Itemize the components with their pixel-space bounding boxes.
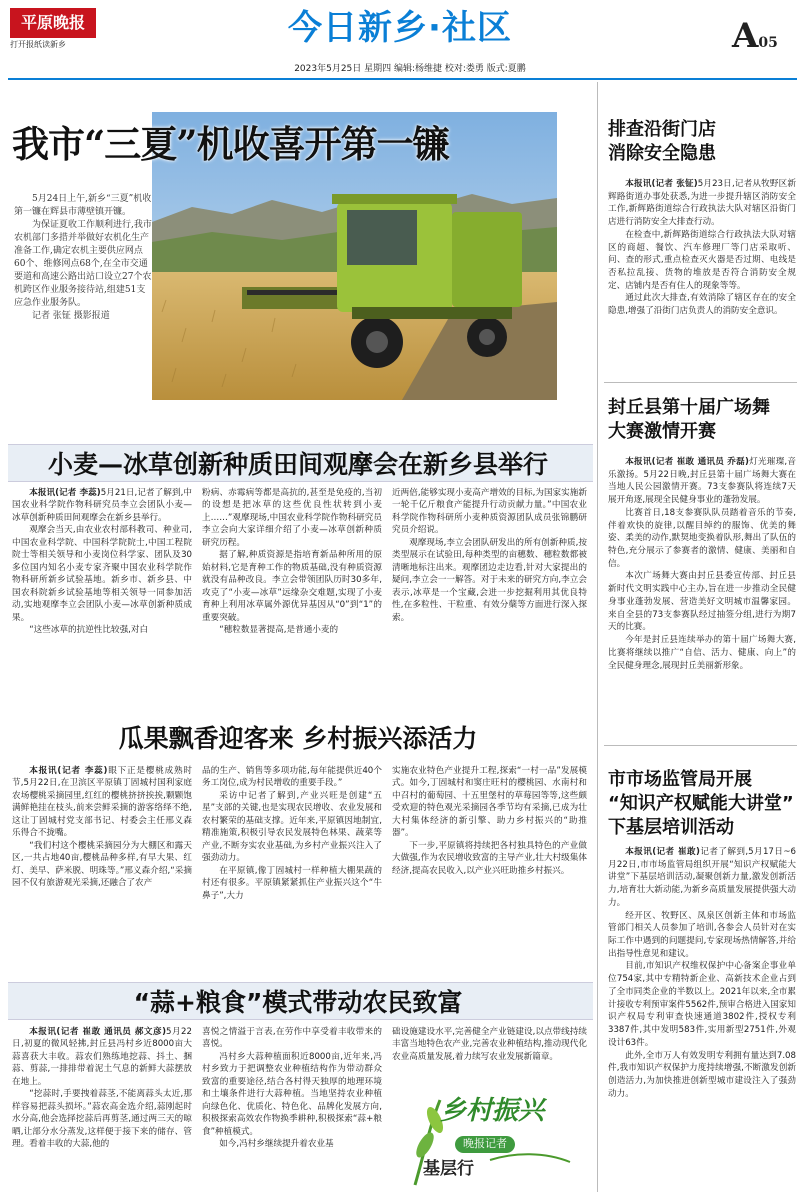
lede-paragraph: 为保证夏收工作顺利进行,我市农机部门多措并举做好农机化生产准备工作,确定农机主要供应网点60个、维修网点68个,在全市交通要道和高速公路出站口设立27个农机跨区作业服务接待站,组建51支应急作业服务队。 <box>14 220 152 309</box>
para-text: 灯光璀璨,音乐激扬。5月22日晚,封丘县第十届广场舞大赛在当地人民公园激情开赛。73支参赛队将连续7天展开角逐,展现全民健身事业的蓬勃发展。 <box>608 457 796 506</box>
byline: 本报讯(记者 崔敢 通讯员 郝文彦) <box>29 1027 167 1037</box>
story3-para <box>12 765 192 840</box>
story2-para: 近两倍,能够实现小麦高产增效的目标,为国家实施新一轮千亿斤粮食产能提升行动贡献力量。”中国农业科学院作物科研所小麦种质资源团队成员张锦鹏研究员介绍说。 <box>392 488 587 536</box>
story4-para: 喜悦之情溢于言表,在劳作中享受着丰收带来的喜悦。 <box>202 1027 382 1050</box>
sidebar-para: 在检查中,新辉路街道综合行政执法大队对辖区的商超、餐饮、汽车修理厂等门店采取听、问、查的形式,重点检查灭火器是否过期、电线是否私拉乱接、货物的堆放是否符合消防安全规定、店铺内是否有住人的现象等等。 <box>608 229 796 291</box>
story2-para <box>12 487 192 524</box>
byline: 本报讯(记者 崔敢) <box>625 847 700 857</box>
badge-subtitle: 晚报记者 <box>455 1136 515 1153</box>
sidebar-para: 今年是封丘县连续举办的第十届广场舞大赛,比赛将继续以推广“自信、活力、健康、向上”的全民健身理念,展现封丘美丽新形象。 <box>608 635 796 671</box>
page-letter: A <box>732 16 759 56</box>
story2-para: 观摩现场,李立会团队研发出的所有创新种质,按类型展示在试验田,每种类型的亩穗数、穗粒数都被清晰地标注出来。观摩团边走边看,针对大家提出的疑问,李立会一一解答。对于未来的研究方向,李立会表示,冰草是一个宝藏,会进一步挖掘利用其优良特性,在多粒性、干粒重、有效分蘖等方面进行深入探索。 <box>392 537 587 623</box>
story2-para: 据了解,种质资源是指培育新品种所用的原始材料,它是育种工作的物质基础,没有种质资源就没有品种改良。李立会带领团队历时30多年,攻克了“小麦—冰草”远缘杂交难题,实现了小麦育种上利用冰草属外源优异基因从“0”到“1”的重要突破。 <box>202 550 382 623</box>
para-text: 5月21日,记者了解到,中国农业科学院作物科研究员李立会团队小麦—冰草创新种质田间观摩会在新乡县举行。 <box>12 488 192 523</box>
story2-col2 <box>202 487 382 636</box>
badge-tag: 基层行 <box>423 1159 474 1179</box>
byline: 本报讯(记者 崔敢 通讯员 乔磊) <box>625 457 749 467</box>
masthead-rule <box>8 78 797 80</box>
sidebar-separator <box>604 382 797 383</box>
lead-headline: 我市“三夏”机收喜开第一镰 <box>12 122 449 166</box>
story4-banner <box>8 982 593 1020</box>
sidebar-para <box>608 178 796 229</box>
sidebar-para: 本次广场舞大赛由封丘县委宣传部、封丘县新时代文明实践中心主办,旨在进一步推动全民健身事业蓬勃发展、营造美好文明城市温馨家园。来自全县的73支参赛队经过抽签分组,进行为期7天的比赛。 <box>608 571 796 633</box>
newspaper-logo: 平原晚报 <box>10 8 96 38</box>
sidebar-para <box>608 456 796 507</box>
story4-headline: “蒜+粮食”模式带动农民致富 <box>133 988 463 1017</box>
sidebar-story2-headline: 封丘县第十届广场舞 大赛激情开赛 <box>608 397 770 442</box>
story2-para: “这些冰草的抗逆性比较强,对白 <box>29 624 149 635</box>
lede-credit: 记者 张钲 摄影报道 <box>32 311 110 322</box>
page-digits: 05 <box>758 35 778 51</box>
sidebar-story1-body <box>608 178 796 318</box>
dateline: 2023年5月25日 星期四 编辑:杨维捷 校对:娄勇 版式:夏鹏 <box>294 64 526 74</box>
story2-para: “穗粒数显著提高,是普通小麦的 <box>219 624 339 635</box>
story2-banner <box>8 444 593 482</box>
para-text: 5月23日,记者从牧野区新辉路街道办事处获悉,为进一步提升辖区消防安全工作,新辉路街道综合行政执法大队对辖区沿街门店进行消防安全大排查行动。 <box>608 179 796 228</box>
byline: 本报讯(记者 李蕊) <box>29 766 108 776</box>
story3-col2 <box>202 765 382 902</box>
story2-headline: 小麦—冰草创新种质田间观摩会在新乡县举行 <box>47 450 548 479</box>
story2-col1 <box>12 487 192 636</box>
story4-col3 <box>392 1026 587 1063</box>
story3-para: 在平原镇,像丁固城村一样种植大棚果蔬的村还有很多。平原镇紧紧抓住产业振兴这个“牛鼻子”,大力 <box>202 865 382 901</box>
column-badge <box>395 1090 580 1190</box>
page-number <box>732 14 778 59</box>
story4-col1 <box>12 1026 192 1151</box>
sidebar-para: 目前,市知识产权维权保护中心备案企事业单位754家,其中专精特新企业、高新技术企业占到了全市同类企业的半数以上。2021年以来,全市累计接收专利预审案件5562件,预审合格进入国家知识产权局专利审查快速通道3802件,授权专利3387件,其中发明583件,实用新型2751件,外观设计63件。 <box>608 961 796 1048</box>
story3-banner <box>8 718 593 756</box>
sidebar-para: 比赛首日,18支参赛队队员踏着音乐的节奏,伴着欢快的旋律,以醒目绰约的服饰、优美的舞姿、柔美的动作,默契地变换着队形,舞出了队伍的特色,充分展示了参赛者的激情、健康、美丽和自信。 <box>608 507 796 569</box>
story3-para: 采访中记者了解到,产业兴旺是创建“五星”支部的关键,也是实现农民增收、农业发展和农村繁荣的基础支撑。近年来,平原镇因地制宜,精准施策,积极引导农民发展特色林果、蔬菜等产业,不断夯实农业基础,为乡村产业振兴注入了强劲动力。 <box>202 790 382 864</box>
story4-para: 冯村乡大蒜种植面积近8000亩,近年来,冯村乡致力于把调整农业种植结构作为带动群众致富的重要途径,结合各村得天独厚的地理环境和土壤条件进行大蒜种植。当地坚持农业种植向绿色化、优质化、特色化、品牌化发展方向,积极探索高效农作物换季耕种,积极探索“蒜+粮食”种植模式。 <box>202 1051 382 1137</box>
lede-paragraph: 5月24日上午,新乡“三夏”机收第一镰在辉县市薄壁镇开镰。 <box>14 194 152 218</box>
section-title: 今日新乡·社区 <box>288 8 512 48</box>
sidebar-para <box>608 846 796 910</box>
story3-para: 实施农业特色产业提升工程,探索“一村一品”发展模式。如今,丁固城村和窦庄旺村的樱桃园、水南村和中召村的葡萄园、十五里堡村的草莓园等等,这些颇受欢迎的特色观光采摘园各季节均有采摘,已成为壮大村集体经济的新引擎、助力乡村振兴的“助推器”。 <box>392 766 587 839</box>
story2-para: 观摩会当天,由农业农村部科教司、种业司,中国农业科学院、中国科学院院士,中国工程院院士等相关领导和小麦岗位科学家、团队及30多位国内知名小麦专家齐聚中国农业科学院作物科研所新乡试验基地。新乡市、新乡县、中国农科院新乡试验基地等相关领导一同参加活动,实地观摩李立会团队小麦—冰草创新种质成果。 <box>12 525 192 623</box>
story4-para <box>12 1026 192 1088</box>
story3-col1 <box>12 765 192 890</box>
sidebar-para: 通过此次大排查,有效消除了辖区存在的安全隐患,增强了沿街门店负责人的消防安全意识。 <box>608 293 796 317</box>
sidebar-story1-headline: 排查沿街门店 消除安全隐患 <box>608 119 716 164</box>
slogan: 打开报纸读新乡 <box>10 40 66 49</box>
badge-title: 乡村振兴 <box>440 1096 545 1126</box>
para-text: 5月22日,初夏的微风轻拂,封丘县冯村乡近8000亩大蒜喜获大丰收。蒜农们熟练地挖蒜、抖土、捆蒜、剪蒜,一排排带着泥土气息的新鲜大蒜摆放在地上。 <box>12 1027 192 1087</box>
story4-para: 础设施建设水平,完善健全产业链建设,以点带线持续丰富当地特色农产业,完善农业种植结构,推动现代化农业高质量发展,着力续写农业发展新篇章。 <box>392 1027 587 1062</box>
story3-para: 品的生产、销售等多项功能,每年能提供近40个务工岗位,成为村民增收的重要手段。” <box>202 766 382 789</box>
story3-para: 下一步,平原镇将持续把各村独具特色的产业做大做强,作为农民增收致富的主导产业,壮大村级集体经济,提高农民收入,以产业兴旺助推乡村振兴。 <box>392 840 587 876</box>
column-divider <box>597 82 598 1192</box>
story3-para: “我们村这个樱桃采摘园分为大棚区和露天区,一共占地40亩,樱桃品种多样,有早大果、红灯、美早、萨米脱、明珠等。”邢义森介绍,“采摘园不仅有旅游观光采摘,还融合了农产 <box>12 840 192 889</box>
story3-headline: 瓜果飘香迎客来 乡村振兴添活力 <box>118 724 478 753</box>
sidebar-story3-headline: 市市场监管局开展 “知识产权赋能大讲堂” 下基层培训活动 <box>608 769 794 838</box>
story3-col3 <box>392 765 587 877</box>
sidebar-story3-body <box>608 846 796 1100</box>
para-text: 记者了解到,5月17日~6月22日,市市场监管局组织开展“知识产权赋能大讲堂”下基层培训活动,凝聚创新力量,激发创新活力,培育壮大新动能,为新乡高质量发展提供强大动力。 <box>608 847 796 908</box>
para-text: 眼下正是樱桃成熟时节,5月22日,在卫滨区平原镇丁固城村国利家庭农场樱桃采摘园里,红红的樱桃挤挤挨挨,颗颗饱满鲜艳挂在枝头,前来尝鲜采摘的游客络绎不绝,这让丁固城村党支部书记、村委会主任邢义森乐得合不拢嘴。 <box>12 766 192 839</box>
lead-lede <box>14 193 152 323</box>
sidebar-separator <box>604 745 797 746</box>
sidebar-story2-body <box>608 456 796 672</box>
story4-para: “挖蒜时,手要拽着蒜茎,不能离蒜头太近,那样容易把蒜头损坏。”蒜农高金选介绍,蒜刚起时水分高,他会选择挖蒜后再剪茎,通过两三天的晾晒,让部分水分蒸发,这样便于接下来的储存、管理。看着丰收的大蒜,他的 <box>12 1089 192 1150</box>
story4-col2 <box>202 1026 382 1151</box>
byline: 本报讯(记者 李蕊) <box>29 488 101 498</box>
byline: 本报讯(记者 张钲) <box>625 179 698 189</box>
story2-para: 粉病、赤霉病等都是高抗的,甚至是免疫的,当初的设想是把冰草的这些优良性状转到小麦上……”观摩现场,中国农业科学院作物科研究员李立会向大家详细介绍了小麦—冰草创新种质研究历程。 <box>202 488 382 548</box>
sidebar-para: 经开区、牧野区、凤泉区创新主体和市场监管部门相关人员参加了培训,各参会人员针对在实际工作中遇到的问题提问,专家现场热情解答,并给出指导性意见和建议。 <box>608 910 796 959</box>
story2-col3 <box>392 487 587 624</box>
sidebar-para: 此外,全市万人有效发明专利拥有量达到7.08件,我市知识产权保护力度持续增强,不断激发创新创造活力,为加快推进创新型城市建设注入了强劲动力。 <box>608 1050 796 1099</box>
story4-para: 如今,冯村乡继续提升着农业基 <box>219 1139 334 1150</box>
